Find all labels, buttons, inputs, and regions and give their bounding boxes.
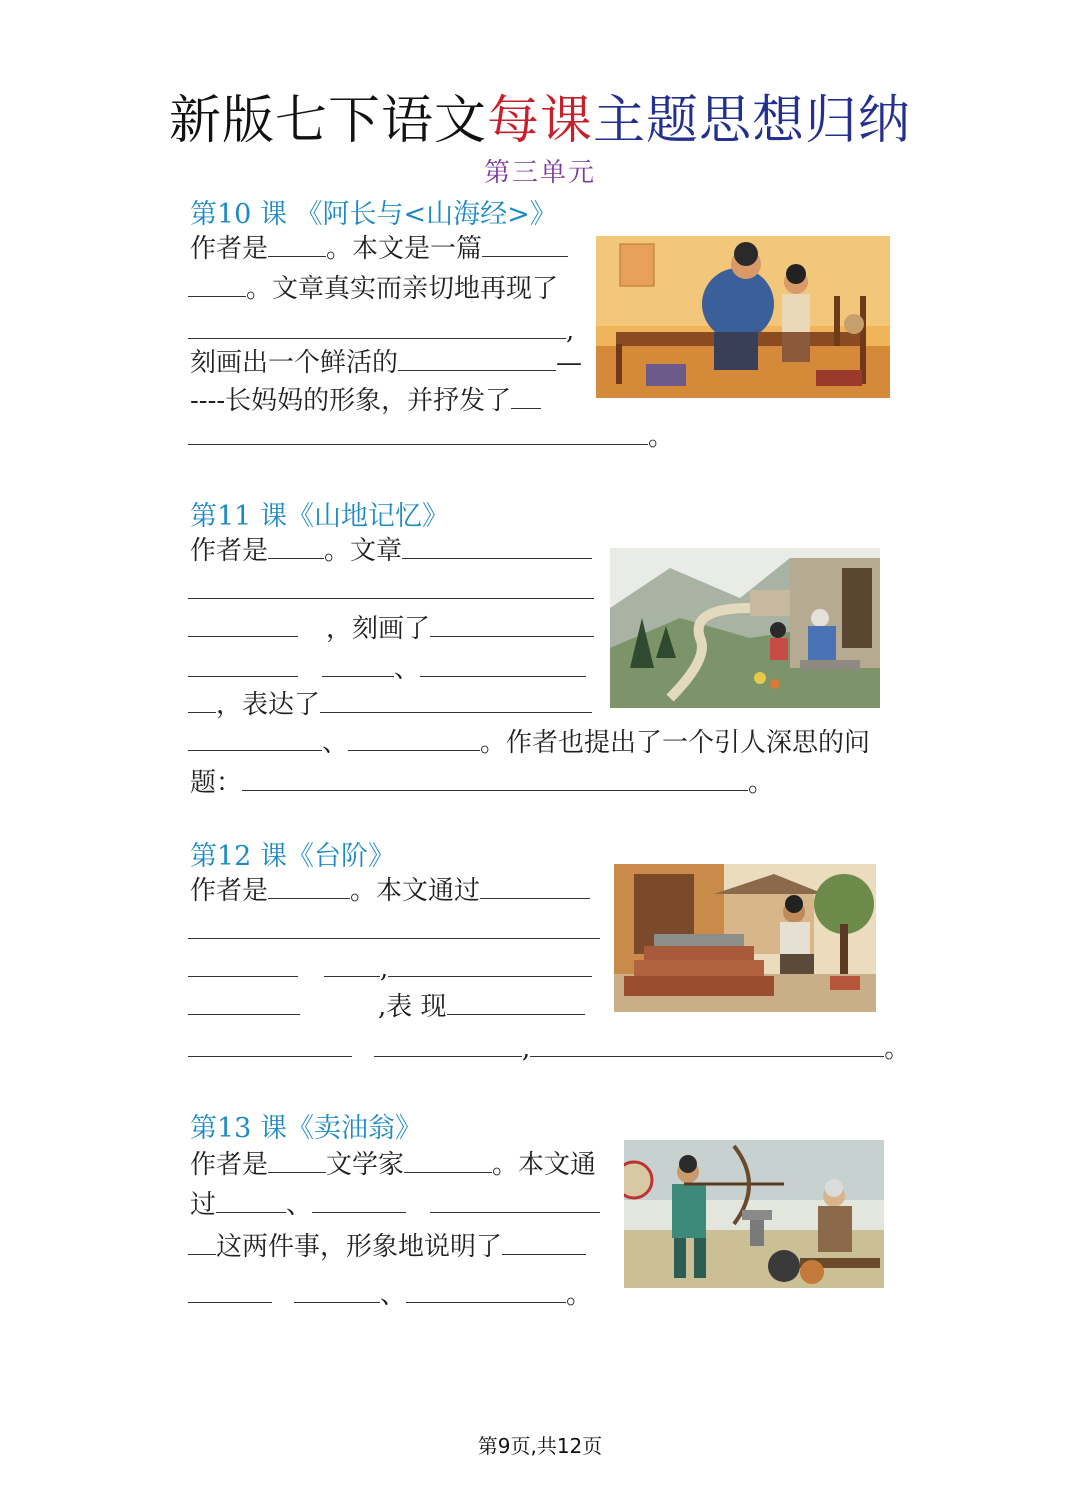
blank-text: 。本文通	[492, 1150, 597, 1180]
blank-text: 作者是	[190, 234, 269, 264]
blank-text: ,	[380, 954, 389, 984]
lesson-11-line-6	[188, 724, 870, 760]
lesson-13-heading: 第13 课《卖油翁》	[190, 1113, 422, 1144]
blank-text: 。文章	[324, 536, 403, 566]
blank-text: 、	[322, 728, 349, 758]
blank-text: 刻画出一个鲜活的	[190, 348, 399, 378]
lesson-11-line-4	[188, 650, 586, 686]
lesson-10-illustration	[596, 236, 890, 398]
lesson-11-line-3	[188, 610, 594, 646]
lesson-12-illustration	[614, 864, 876, 1012]
blank-text: ,	[566, 316, 575, 346]
lesson-12-heading: 第12 课《台阶》	[190, 841, 395, 872]
lesson-13-illustration	[624, 1140, 884, 1288]
blank-text: ----长妈妈的形象，并抒发了	[190, 386, 512, 416]
lesson-10-heading: 第10 课 《阿长与<山海经>》	[190, 199, 557, 230]
lesson-10-line-5	[190, 382, 541, 418]
blank-text: ，表达了	[216, 690, 321, 720]
blank-text: 过	[190, 1190, 217, 1220]
lesson-11-line-7	[190, 764, 774, 800]
page-number: 第9页,共12页	[477, 1434, 603, 1458]
lesson-11-illustration	[610, 548, 880, 708]
blank-text: 作者是	[190, 536, 269, 566]
blank-text: 。	[566, 1280, 593, 1310]
blank-text: 。	[884, 1034, 911, 1064]
lesson-11-line-2	[188, 572, 594, 608]
lesson-12-line-4	[188, 988, 585, 1024]
blank-text: 这两件事，形象地说明了	[216, 1232, 503, 1262]
lesson-12-line-3	[188, 950, 592, 986]
lesson-10-line-1	[190, 230, 568, 266]
lesson-12-line-5	[188, 1030, 910, 1066]
lesson-12-line-1	[190, 872, 590, 908]
blank-text: 。	[748, 768, 775, 798]
blank-text: 、	[286, 1190, 313, 1220]
lesson-11-line-1	[190, 532, 592, 568]
blank-text: 作者是	[190, 1150, 269, 1180]
title-part-2: 每课	[486, 91, 593, 151]
blank-text: —	[556, 348, 583, 378]
blank-text: 。	[648, 422, 675, 452]
page-title	[0, 78, 1080, 153]
blank-text: 。本文通过	[350, 876, 481, 906]
blank-text: 作者是	[190, 876, 269, 906]
unit-heading: 第三单元	[483, 158, 596, 188]
lesson-12-line-2	[188, 912, 600, 948]
lesson-11-heading: 第11 课《山地记忆》	[190, 501, 449, 532]
lesson-13-line-1	[190, 1146, 596, 1182]
blank-text: 。文章真实而亲切地再现了	[246, 274, 559, 304]
blank-text: ，刻画了	[326, 614, 431, 644]
blank-text: 。本文是一篇	[326, 234, 483, 264]
blank-text: ,	[522, 1034, 531, 1064]
lesson-10-line-3	[188, 312, 574, 348]
blank-text: 文学家	[326, 1150, 405, 1180]
lesson-13-line-3	[188, 1228, 586, 1264]
blank-text: 、	[380, 1280, 407, 1310]
blank-text: 题：	[190, 768, 243, 798]
lesson-10-line-2	[188, 270, 558, 306]
blank-text: 、	[394, 654, 421, 684]
lesson-11-line-5	[188, 686, 592, 722]
blank-text: ,表 现	[378, 992, 447, 1022]
blank-text: 。作者也提出了一个引人深思的问	[480, 728, 871, 758]
lesson-13-line-4	[188, 1276, 592, 1312]
lesson-10-line-6	[188, 418, 674, 454]
lesson-10-line-4	[190, 344, 582, 380]
title-part-1: 新版七下语文	[168, 91, 487, 151]
title-part-3: 主题思想归纳	[593, 91, 912, 151]
lesson-13-line-2	[190, 1186, 600, 1222]
